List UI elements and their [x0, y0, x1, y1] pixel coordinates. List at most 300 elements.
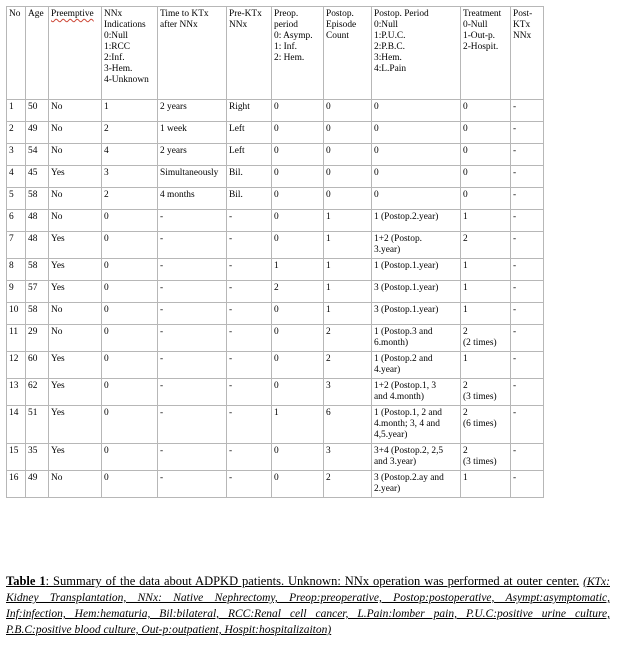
- row-number-value: 13: [9, 381, 19, 391]
- age-cell: [26, 259, 49, 281]
- preop-period-cell-value: 0: [274, 190, 279, 200]
- post-ktx-nnx-cell-value: -: [513, 473, 517, 483]
- preop-period-cell-value: 0: [274, 381, 279, 391]
- time-to-ktx-cell: [158, 325, 227, 352]
- indication-cell-value: 0: [104, 354, 109, 364]
- episode-count-cell: [324, 406, 372, 444]
- preop-period-cell-value: 2: [274, 283, 279, 293]
- post-ktx-nnx-cell-value: -: [513, 190, 517, 200]
- age-cell-value: 62: [28, 381, 38, 391]
- postop-period-cell-line: 0: [374, 146, 379, 156]
- treatment-cell: [461, 352, 511, 379]
- postop-period-cell-line: 0: [374, 124, 379, 134]
- row-number-value: 4: [9, 168, 14, 178]
- episode-count-cell: [324, 325, 372, 352]
- indication-cell-value: 0: [104, 305, 109, 315]
- post-ktx-nnx-cell: [511, 166, 544, 188]
- episode-count-cell-value: 0: [326, 102, 331, 112]
- episode-count-cell: [324, 100, 372, 122]
- indication-cell: [102, 444, 158, 471]
- preemptive-cell-value: Yes: [51, 234, 65, 244]
- episode-count-cell: [324, 259, 372, 281]
- header-postop-period: [372, 7, 461, 100]
- pre-ktx-nnx-cell-value: Left: [229, 124, 245, 134]
- indication-cell: [102, 144, 158, 166]
- pre-ktx-nnx-cell-value: -: [229, 261, 233, 271]
- episode-count-cell: [324, 303, 372, 325]
- age-cell: [26, 144, 49, 166]
- header-treatment: [461, 7, 511, 100]
- age-cell-value: 29: [28, 327, 38, 337]
- postop-period-cell-line: 1 (Postop.1.year): [374, 261, 439, 271]
- postop-period-cell-line: 3 (Postop.1.year): [374, 283, 439, 293]
- age-cell: [26, 166, 49, 188]
- episode-count-cell-value: 6: [326, 408, 331, 418]
- row-number: [7, 144, 26, 166]
- postop-period-cell-line: 4.month; 3, 4 and: [374, 419, 440, 429]
- row-number-value: 6: [9, 212, 14, 222]
- postop-period-cell: [372, 471, 461, 498]
- preemptive-cell-value: Yes: [51, 168, 65, 178]
- treatment-cell: [461, 406, 511, 444]
- postop-period-cell-line: 2.year): [374, 484, 401, 494]
- post-ktx-nnx-cell-value: -: [513, 354, 517, 364]
- header-line: 0-Null: [463, 20, 488, 30]
- preemptive-cell-value: Yes: [51, 446, 65, 456]
- post-ktx-nnx-cell: [511, 325, 544, 352]
- episode-count-cell: [324, 444, 372, 471]
- preemptive-cell-value: Yes: [51, 261, 65, 271]
- preemptive-cell-value: No: [51, 146, 63, 156]
- row-number-value: 9: [9, 283, 14, 293]
- header-line: 0:Null: [104, 31, 128, 41]
- pre-ktx-nnx-cell-value: -: [229, 234, 233, 244]
- indication-cell-value: 0: [104, 327, 109, 337]
- age-cell-value: 54: [28, 146, 38, 156]
- treatment-cell-line: 2: [463, 234, 468, 244]
- pre-ktx-nnx-cell-value: Bil.: [229, 190, 243, 200]
- age-cell: [26, 188, 49, 210]
- post-ktx-nnx-cell: [511, 406, 544, 444]
- preemptive-cell-value: No: [51, 190, 63, 200]
- preemptive-cell-value: Yes: [51, 354, 65, 364]
- indication-cell: [102, 406, 158, 444]
- post-ktx-nnx-cell-value: -: [513, 212, 517, 222]
- episode-count-cell: [324, 166, 372, 188]
- postop-period-cell-line: 3 (Postop.2.ay and: [374, 473, 444, 483]
- preop-period-cell-value: 1: [274, 261, 279, 271]
- row-number: [7, 352, 26, 379]
- preemptive-cell-value: No: [51, 212, 63, 222]
- preop-period-cell: [272, 303, 324, 325]
- episode-count-cell-value: 2: [326, 354, 331, 364]
- row-number: [7, 122, 26, 144]
- pre-ktx-nnx-cell-value: -: [229, 446, 233, 456]
- indication-cell: [102, 303, 158, 325]
- age-cell-value: 48: [28, 234, 38, 244]
- treatment-cell: [461, 471, 511, 498]
- age-cell: [26, 471, 49, 498]
- time-to-ktx-cell-value: -: [160, 408, 164, 418]
- header-preemptive: Preemptive: [49, 7, 102, 100]
- pre-ktx-nnx-cell-value: -: [229, 327, 233, 337]
- postop-period-cell-line: 0: [374, 190, 379, 200]
- post-ktx-nnx-cell: [511, 259, 544, 281]
- age-cell-value: 50: [28, 102, 38, 112]
- time-to-ktx-cell: [158, 444, 227, 471]
- pre-ktx-nnx-cell: [227, 100, 272, 122]
- preemptive-cell: [49, 444, 102, 471]
- header-line: 1: Inf.: [274, 42, 297, 52]
- episode-count-cell: [324, 210, 372, 232]
- age-cell-value: 60: [28, 354, 38, 364]
- header-nnx-indications: [102, 7, 158, 100]
- episode-count-cell-value: 1: [326, 212, 331, 222]
- preemptive-cell: [49, 100, 102, 122]
- header-line: 4:L.Pain: [374, 64, 407, 74]
- age-cell: [26, 232, 49, 259]
- postop-period-cell-line: 4.year): [374, 365, 401, 375]
- post-ktx-nnx-cell-value: -: [513, 261, 517, 271]
- preemptive-cell: [49, 281, 102, 303]
- row-number: [7, 281, 26, 303]
- age-cell: [26, 281, 49, 303]
- time-to-ktx-cell: [158, 259, 227, 281]
- preop-period-cell-value: 0: [274, 327, 279, 337]
- preemptive-cell: [49, 352, 102, 379]
- time-to-ktx-cell-value: 2 years: [160, 102, 187, 112]
- time-to-ktx-cell: [158, 188, 227, 210]
- episode-count-cell-value: 0: [326, 124, 331, 134]
- episode-count-cell: [324, 471, 372, 498]
- row-number: [7, 188, 26, 210]
- header-line: Treatment: [463, 9, 502, 19]
- postop-period-cell-line: 1 (Postop.1, 2 and: [374, 408, 442, 418]
- pre-ktx-nnx-cell-value: Bil.: [229, 168, 243, 178]
- header-time-to-ktx: [158, 7, 227, 100]
- treatment-cell-line: (6 times): [463, 419, 497, 429]
- row-number: [7, 379, 26, 406]
- age-cell-value: 48: [28, 212, 38, 222]
- post-ktx-nnx-cell: [511, 144, 544, 166]
- treatment-cell: [461, 210, 511, 232]
- row-number-value: 15: [9, 446, 19, 456]
- pre-ktx-nnx-cell: [227, 188, 272, 210]
- time-to-ktx-cell: [158, 166, 227, 188]
- header-line: 1:P.U.C.: [374, 31, 406, 41]
- preemptive-cell: [49, 379, 102, 406]
- time-to-ktx-cell-value: 4 months: [160, 190, 195, 200]
- preop-period-cell-value: 0: [274, 102, 279, 112]
- preemptive-cell: [49, 471, 102, 498]
- post-ktx-nnx-cell: [511, 100, 544, 122]
- episode-count-cell: [324, 144, 372, 166]
- preop-period-cell-value: 0: [274, 354, 279, 364]
- preemptive-cell-value: Yes: [51, 408, 65, 418]
- header-line: 2:Inf.: [104, 53, 125, 63]
- row-number-value: 11: [9, 327, 19, 337]
- preemptive-cell: [49, 406, 102, 444]
- row-number: [7, 259, 26, 281]
- indication-cell-value: 0: [104, 408, 109, 418]
- header-line: Postop.: [326, 9, 354, 19]
- indication-cell: [102, 325, 158, 352]
- indication-cell: [102, 122, 158, 144]
- table-row: [7, 325, 544, 352]
- time-to-ktx-cell: [158, 303, 227, 325]
- treatment-cell-line: 1: [463, 473, 468, 483]
- postop-period-cell: [372, 188, 461, 210]
- treatment-cell: [461, 232, 511, 259]
- treatment-cell-line: (2 times): [463, 338, 497, 348]
- treatment-cell: [461, 122, 511, 144]
- episode-count-cell: [324, 232, 372, 259]
- table-row: [7, 281, 544, 303]
- treatment-cell: [461, 100, 511, 122]
- indication-cell-value: 4: [104, 146, 109, 156]
- header-line: Episode: [326, 20, 357, 30]
- time-to-ktx-cell: [158, 281, 227, 303]
- preemptive-cell: [49, 303, 102, 325]
- header-line: 1-Out-p.: [463, 31, 496, 41]
- table-row: [7, 406, 544, 444]
- preop-period-cell: [272, 166, 324, 188]
- episode-count-cell-value: 1: [326, 305, 331, 315]
- table-row: [7, 122, 544, 144]
- time-to-ktx-cell-value: -: [160, 283, 164, 293]
- table-row: [7, 444, 544, 471]
- post-ktx-nnx-cell: [511, 303, 544, 325]
- indication-cell: [102, 232, 158, 259]
- row-number-value: 16: [9, 473, 19, 483]
- postop-period-cell-line: 6.month): [374, 338, 409, 348]
- preemptive-cell: [49, 259, 102, 281]
- post-ktx-nnx-cell-value: -: [513, 234, 517, 244]
- postop-period-cell: [372, 166, 461, 188]
- age-cell-value: 35: [28, 446, 38, 456]
- row-number: [7, 100, 26, 122]
- preop-period-cell: [272, 144, 324, 166]
- postop-period-cell-line: 1 (Postop.2.year): [374, 212, 439, 222]
- header-line: Preop.: [274, 9, 299, 19]
- treatment-cell-line: (3 times): [463, 392, 497, 402]
- treatment-cell: [461, 325, 511, 352]
- time-to-ktx-cell-value: -: [160, 446, 164, 456]
- age-cell: [26, 406, 49, 444]
- postop-period-cell: [372, 144, 461, 166]
- post-ktx-nnx-cell-value: -: [513, 327, 517, 337]
- row-number: [7, 166, 26, 188]
- table-body: [7, 100, 544, 498]
- postop-period-cell-line: and 4.month): [374, 392, 424, 402]
- row-number-value: 7: [9, 234, 14, 244]
- episode-count-cell: [324, 352, 372, 379]
- treatment-cell: [461, 281, 511, 303]
- header-postop-episode-count: [324, 7, 372, 100]
- time-to-ktx-cell: [158, 100, 227, 122]
- pre-ktx-nnx-cell-value: Left: [229, 146, 245, 156]
- header-line: Time to KTx: [160, 9, 209, 19]
- postop-period-cell: [372, 303, 461, 325]
- episode-count-cell-value: 1: [326, 261, 331, 271]
- episode-count-cell: [324, 281, 372, 303]
- treatment-cell-line: 0: [463, 146, 468, 156]
- header-pre-ktx-nnx: [227, 7, 272, 100]
- post-ktx-nnx-cell-value: -: [513, 446, 517, 456]
- time-to-ktx-cell-value: -: [160, 212, 164, 222]
- header-line: Indications: [104, 20, 146, 30]
- treatment-cell-line: 0: [463, 124, 468, 134]
- age-cell-value: 58: [28, 305, 38, 315]
- header-line: KTx: [513, 20, 531, 30]
- pre-ktx-nnx-cell-value: -: [229, 354, 233, 364]
- treatment-cell: [461, 444, 511, 471]
- indication-cell-value: 1: [104, 102, 109, 112]
- postop-period-cell-line: 3 (Postop.1.year): [374, 305, 439, 315]
- preemptive-cell-value: No: [51, 124, 63, 134]
- post-ktx-nnx-cell: [511, 281, 544, 303]
- episode-count-cell: [324, 379, 372, 406]
- treatment-cell-line: 1: [463, 354, 468, 364]
- preemptive-cell-value: No: [51, 327, 63, 337]
- treatment-cell-line: 2: [463, 381, 468, 391]
- pre-ktx-nnx-cell: [227, 232, 272, 259]
- header-line: 4-Unknown: [104, 75, 149, 85]
- header-no: No: [7, 7, 26, 100]
- preop-period-cell-value: 0: [274, 212, 279, 222]
- header-line: 3:Hem.: [374, 53, 402, 63]
- age-cell: [26, 303, 49, 325]
- preemptive-cell-value: No: [51, 473, 63, 483]
- time-to-ktx-cell-value: -: [160, 305, 164, 315]
- preop-period-cell: [272, 100, 324, 122]
- row-number-value: 2: [9, 124, 14, 134]
- row-number-value: 10: [9, 305, 19, 315]
- table-row: [7, 471, 544, 498]
- post-ktx-nnx-cell-value: -: [513, 146, 517, 156]
- treatment-cell: [461, 144, 511, 166]
- postop-period-cell: [372, 122, 461, 144]
- indication-cell: [102, 379, 158, 406]
- header-line: after NNx: [160, 20, 198, 30]
- indication-cell: [102, 471, 158, 498]
- preemptive-cell-value: No: [51, 102, 63, 112]
- pre-ktx-nnx-cell: [227, 406, 272, 444]
- age-cell: [26, 122, 49, 144]
- postop-period-cell-line: 4,5.year): [374, 430, 408, 440]
- indication-cell-value: 0: [104, 283, 109, 293]
- age-cell-value: 49: [28, 473, 38, 483]
- indication-cell: [102, 100, 158, 122]
- pre-ktx-nnx-cell-value: Right: [229, 102, 250, 112]
- postop-period-cell-line: 1+2 (Postop.1, 3: [374, 381, 437, 391]
- header-row: [7, 7, 544, 100]
- post-ktx-nnx-cell: [511, 122, 544, 144]
- pre-ktx-nnx-cell: [227, 471, 272, 498]
- indication-cell: [102, 259, 158, 281]
- time-to-ktx-cell: [158, 352, 227, 379]
- row-number: [7, 444, 26, 471]
- header-line: Postop. Period: [374, 9, 429, 19]
- indication-cell-value: 0: [104, 381, 109, 391]
- post-ktx-nnx-cell-value: -: [513, 168, 517, 178]
- preop-period-cell-value: 0: [274, 168, 279, 178]
- post-ktx-nnx-cell: [511, 210, 544, 232]
- preop-period-cell: [272, 122, 324, 144]
- time-to-ktx-cell-value: 1 week: [160, 124, 187, 134]
- row-number: [7, 210, 26, 232]
- preemptive-cell-value: Yes: [51, 283, 65, 293]
- header-preop-period: [272, 7, 324, 100]
- time-to-ktx-cell-value: -: [160, 354, 164, 364]
- time-to-ktx-cell: [158, 406, 227, 444]
- post-ktx-nnx-cell: [511, 444, 544, 471]
- pre-ktx-nnx-cell: [227, 210, 272, 232]
- row-number-value: 8: [9, 261, 14, 271]
- post-ktx-nnx-cell-value: -: [513, 283, 517, 293]
- treatment-cell-line: 0: [463, 190, 468, 200]
- pre-ktx-nnx-cell: [227, 379, 272, 406]
- pre-ktx-nnx-cell: [227, 166, 272, 188]
- preop-period-cell-value: 0: [274, 146, 279, 156]
- table-caption: [6, 574, 610, 638]
- episode-count-cell-value: 3: [326, 446, 331, 456]
- pre-ktx-nnx-cell: [227, 444, 272, 471]
- age-cell: [26, 210, 49, 232]
- indication-cell: [102, 352, 158, 379]
- time-to-ktx-cell: [158, 232, 227, 259]
- postop-period-cell-line: 3.year): [374, 245, 401, 255]
- pre-ktx-nnx-cell: [227, 352, 272, 379]
- postop-period-cell: [372, 379, 461, 406]
- caption-abbreviations: (KTx: Kidney Transplantation, NNx: Native Nephrectomy, Preop:preoperative, Postop:postoperative, Asympt:asymptomatic, Inf:infection, Hem:hematuria, Bil:bilateral, RCC:Renal cell cancer, L.Pain:lomber pain, P.U.C:positive urine culture, P.B.C:positive blood culture, Out-p:outpatient, Hospit:hospitalizaiton): [6, 576, 610, 636]
- preop-period-cell: [272, 325, 324, 352]
- treatment-cell-line: 1: [463, 261, 468, 271]
- postop-period-cell: [372, 259, 461, 281]
- postop-period-cell-line: and 3.year): [374, 457, 417, 467]
- post-ktx-nnx-cell-value: -: [513, 381, 517, 391]
- table-row: [7, 188, 544, 210]
- preemptive-cell: [49, 210, 102, 232]
- preemptive-cell: [49, 166, 102, 188]
- preop-period-cell-value: 0: [274, 473, 279, 483]
- row-number: [7, 471, 26, 498]
- postop-period-cell: [372, 232, 461, 259]
- row-number: [7, 406, 26, 444]
- preop-period-cell: [272, 188, 324, 210]
- indication-cell-value: 0: [104, 212, 109, 222]
- pre-ktx-nnx-cell: [227, 122, 272, 144]
- row-number: [7, 303, 26, 325]
- post-ktx-nnx-cell: [511, 232, 544, 259]
- pre-ktx-nnx-cell-value: -: [229, 381, 233, 391]
- header-line: Count: [326, 31, 349, 41]
- indication-cell-value: 2: [104, 190, 109, 200]
- postop-period-cell-line: 1 (Postop.2 and: [374, 354, 433, 364]
- row-number-value: 5: [9, 190, 14, 200]
- preemptive-cell: [49, 325, 102, 352]
- postop-period-cell: [372, 444, 461, 471]
- pre-ktx-nnx-cell-value: -: [229, 305, 233, 315]
- time-to-ktx-cell-value: -: [160, 381, 164, 391]
- post-ktx-nnx-cell-value: -: [513, 408, 517, 418]
- treatment-cell-line: 1: [463, 283, 468, 293]
- episode-count-cell-value: 0: [326, 168, 331, 178]
- time-to-ktx-cell-value: 2 years: [160, 146, 187, 156]
- preop-period-cell: [272, 352, 324, 379]
- row-number-value: 3: [9, 146, 14, 156]
- preop-period-cell-value: 0: [274, 234, 279, 244]
